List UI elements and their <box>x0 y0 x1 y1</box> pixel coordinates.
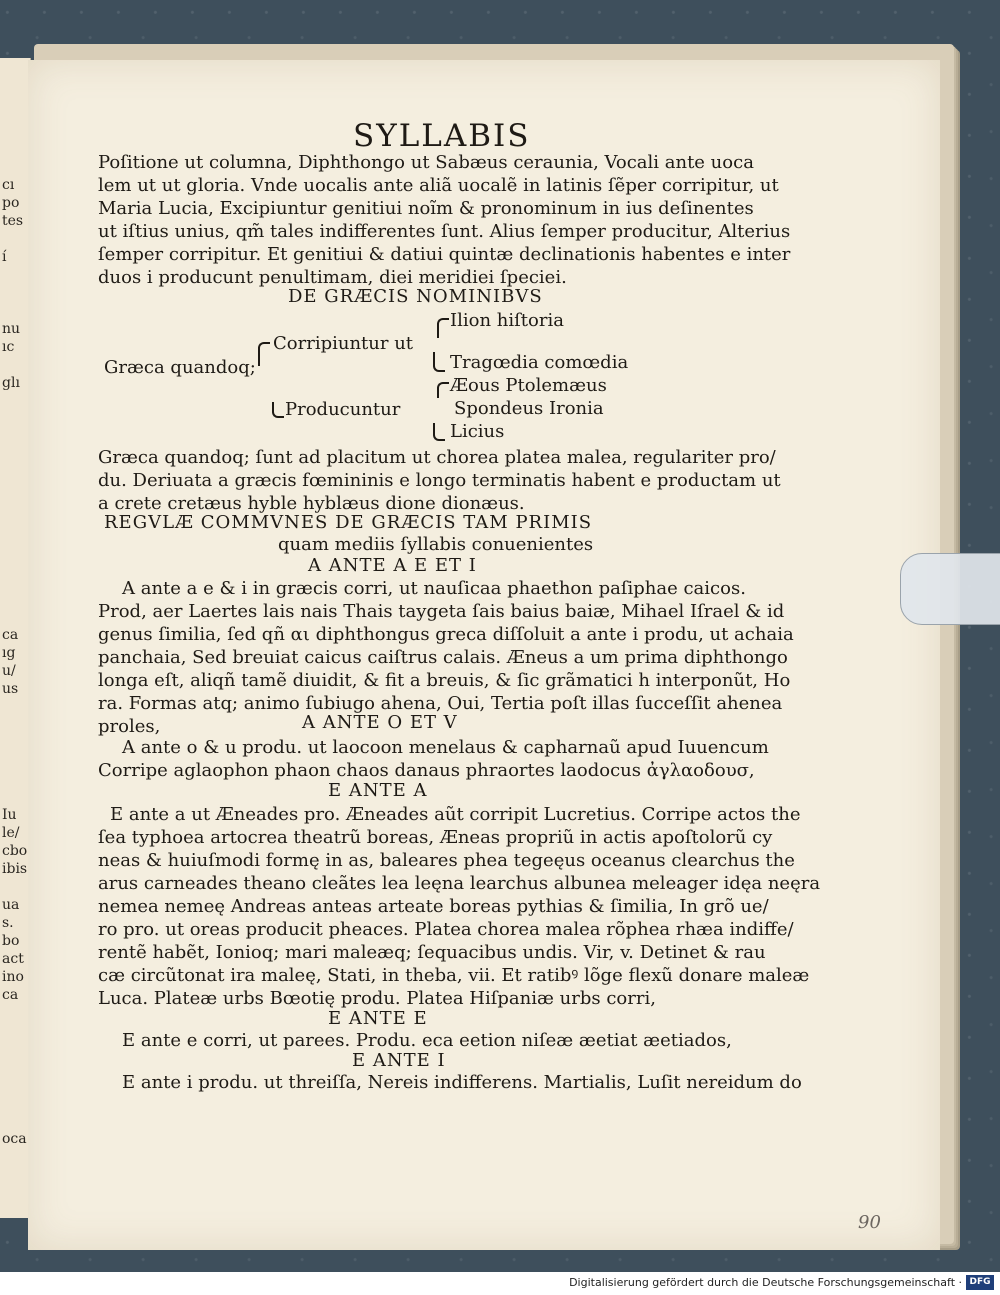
text-line: arus carneades theano cleãtes lea leęna learchus albunea meleager idęa neęra <box>98 873 821 894</box>
page-title: SYLLABIS <box>353 118 531 154</box>
text-line: Tragœdia comœdia <box>450 352 629 373</box>
brace-ilion <box>437 318 449 338</box>
text-line: E ante a ut Æneades pro. Æneades aũt corripit Lucretius. Corripe actos the <box>110 804 801 825</box>
left-page-fragment: cı <box>2 177 15 193</box>
dfg-logo: DFG <box>966 1275 994 1290</box>
left-page-fragment: u/ <box>2 663 16 679</box>
text-line: neas & huiuſmodi formę in as, baleares phea tegeęus oceanus clearchus the <box>98 850 795 871</box>
text-line: E ante e corri, ut parees. Produ. eca eetion niſeæ æetiat æetiados, <box>122 1030 732 1051</box>
left-page-fragment: ca <box>2 627 19 643</box>
text-line: ut iſtius unius, qm̃ tales indifferentes ſunt. Alius ſemper producitur, Alterius <box>98 221 791 242</box>
left-page-fragment: nu <box>2 321 21 337</box>
text-line: Græca quandoq; <box>104 357 256 378</box>
brace-licius <box>433 423 445 441</box>
text-line: Ilion hiſtoria <box>450 310 564 331</box>
left-page-fragment: le/ <box>2 825 20 841</box>
section-heading: A ANTE O ET V <box>302 712 458 733</box>
text-line: nemea nemeę Andreas anteas arteate boreas pythias & ſimilia, In grõ ue/ <box>98 896 769 917</box>
text-line: ra. Formas atq; animo ſubiugo ahena, Oui, Tertia poſt illas ſucceſſit ahenea <box>98 693 783 714</box>
left-page-edge <box>0 58 31 1218</box>
text-line: Luca. Plateæ urbs Bœotię produ. Platea Hiſpaniæ urbs corri, <box>98 988 656 1009</box>
text-line: E ante i produ. ut threiſſa, Nereis indifferens. Martialis, Luſit nereidum do <box>122 1072 802 1093</box>
left-page-fragment: oca <box>2 1131 27 1147</box>
text-line: duos i producunt penultimam, diei meridiei ſpeciei. <box>98 267 567 288</box>
left-page-fragment: ino <box>2 969 24 985</box>
section-heading: DE GRÆCIS NOMINIBVS <box>288 286 543 307</box>
section-heading: A ANTE A E ET I <box>308 555 477 576</box>
text-line: Corripiuntur ut <box>273 333 414 354</box>
left-page-fragment: act <box>2 951 24 967</box>
text-line: A ante a e & i in græcis corri, ut nauſicaa phaethon paſiphae caicos. <box>122 578 746 599</box>
brace-aeous <box>437 382 449 398</box>
brace-producuntur <box>272 402 284 418</box>
left-page-fragment: ıc <box>2 339 15 355</box>
left-page-fragment: cbo <box>2 843 28 859</box>
section-heading: E ANTE A <box>328 780 428 801</box>
footer-credit: Digitalisierung gefördert durch die Deutsche Forschungsgemeinschaft · <box>569 1276 962 1289</box>
left-page-fragment: glı <box>2 375 20 391</box>
left-page-fragment: ca <box>2 987 19 1003</box>
left-page-fragment: ibis <box>2 861 28 877</box>
text-line: Licius <box>450 421 505 442</box>
text-line: Maria Lucia, Excipiuntur genitiui noĩm & pronominum in ius deſinentes <box>98 198 754 219</box>
left-page-fragment: bo <box>2 933 20 949</box>
text-line: ſemper corripitur. Et genitiui & datiui quintæ declinationis habentes e inter <box>98 244 791 265</box>
left-page-fragment: Iu <box>2 807 17 823</box>
text-line: genus ſimilia, ſed qñ αι diphthongus greca diſſoluit a ante i produ, ut achaia <box>98 624 794 645</box>
text-line: longa eſt, aliqñ tamẽ diuidit, & fit a breuis, & ſic grãmatici h interponũt, Ho <box>98 670 791 691</box>
text-line: Corripe aglaophon phaon chaos danaus phraortes laodocus ἀγλαοδουσ, <box>98 760 755 781</box>
page-clip <box>900 553 1000 625</box>
text-line: Æous Ptolemæus <box>450 375 607 396</box>
section-heading: E ANTE E <box>328 1008 428 1029</box>
left-page-fragment: s. <box>2 915 14 931</box>
text-line: Græca quandoq; ſunt ad placitum ut chorea platea malea, regulariter pro/ <box>98 447 776 468</box>
text-line: quam mediis ſyllabis conuenientes <box>278 534 594 555</box>
left-page-fragment: í <box>2 249 7 265</box>
text-line: Producuntur <box>285 399 401 420</box>
text-line: lem ut ut gloria. Vnde uocalis ante aliã uocalẽ in latinis ſẽper corripitur, ut <box>98 175 779 196</box>
left-page-fragment: ua <box>2 897 20 913</box>
text-line: Prod, aer Laertes lais nais Thais taygeta ſais baius baiæ, Mihael Iſrael & id <box>98 601 785 622</box>
section-heading: E ANTE I <box>352 1050 446 1071</box>
text-line: a crete cretæus hyble hyblæus dione dionæus. <box>98 493 525 514</box>
text-line: cæ circũtonat ira maleę, Stati, in theba, vii. Et ratibꝰ lõge flexũ donare maleæ <box>98 965 810 986</box>
left-page-fragment: tes <box>2 213 24 229</box>
text-line: ſea typhoea artocrea theatrũ boreas, Æneas propriũ in actis apoſtolorũ cy <box>98 827 773 848</box>
footer-bar <box>0 1272 1000 1295</box>
text-line: du. Deriuata a græcis fœmininis e longo terminatis habent e productam ut <box>98 470 781 491</box>
brace-corripiuntur <box>258 342 270 366</box>
left-page-fragment: us <box>2 681 19 697</box>
left-page-fragment: ıg <box>2 645 16 661</box>
folio-mark: 90 <box>858 1212 881 1233</box>
brace-tragoedia <box>433 352 445 372</box>
text-line: proles, <box>98 716 161 737</box>
left-page-fragment: po <box>2 195 20 211</box>
section-heading: REGVLÆ COMMVNES DE GRÆCIS TAM PRIMIS <box>104 512 593 533</box>
text-line: A ante o & u produ. ut laocoon menelaus & capharnaũ apud Iuuencum <box>122 737 769 758</box>
text-line: ro pro. ut oreas producit pheaces. Platea chorea malea rõphea rhæa indiffe/ <box>98 919 794 940</box>
text-line: Poſitione ut columna, Diphthongo ut Sabæus ceraunia, Vocali ante uoca <box>98 152 754 173</box>
text-line: rentẽ habẽt, Ionioq; mari maleæq; ſequacibus undis. Vir, v. Detinet & rau <box>98 942 766 963</box>
text-line: Spondeus Ironia <box>454 398 604 419</box>
text-line: panchaia, Sed breuiat caicus caiſtrus calais. Æneus a um prima diphthongo <box>98 647 788 668</box>
